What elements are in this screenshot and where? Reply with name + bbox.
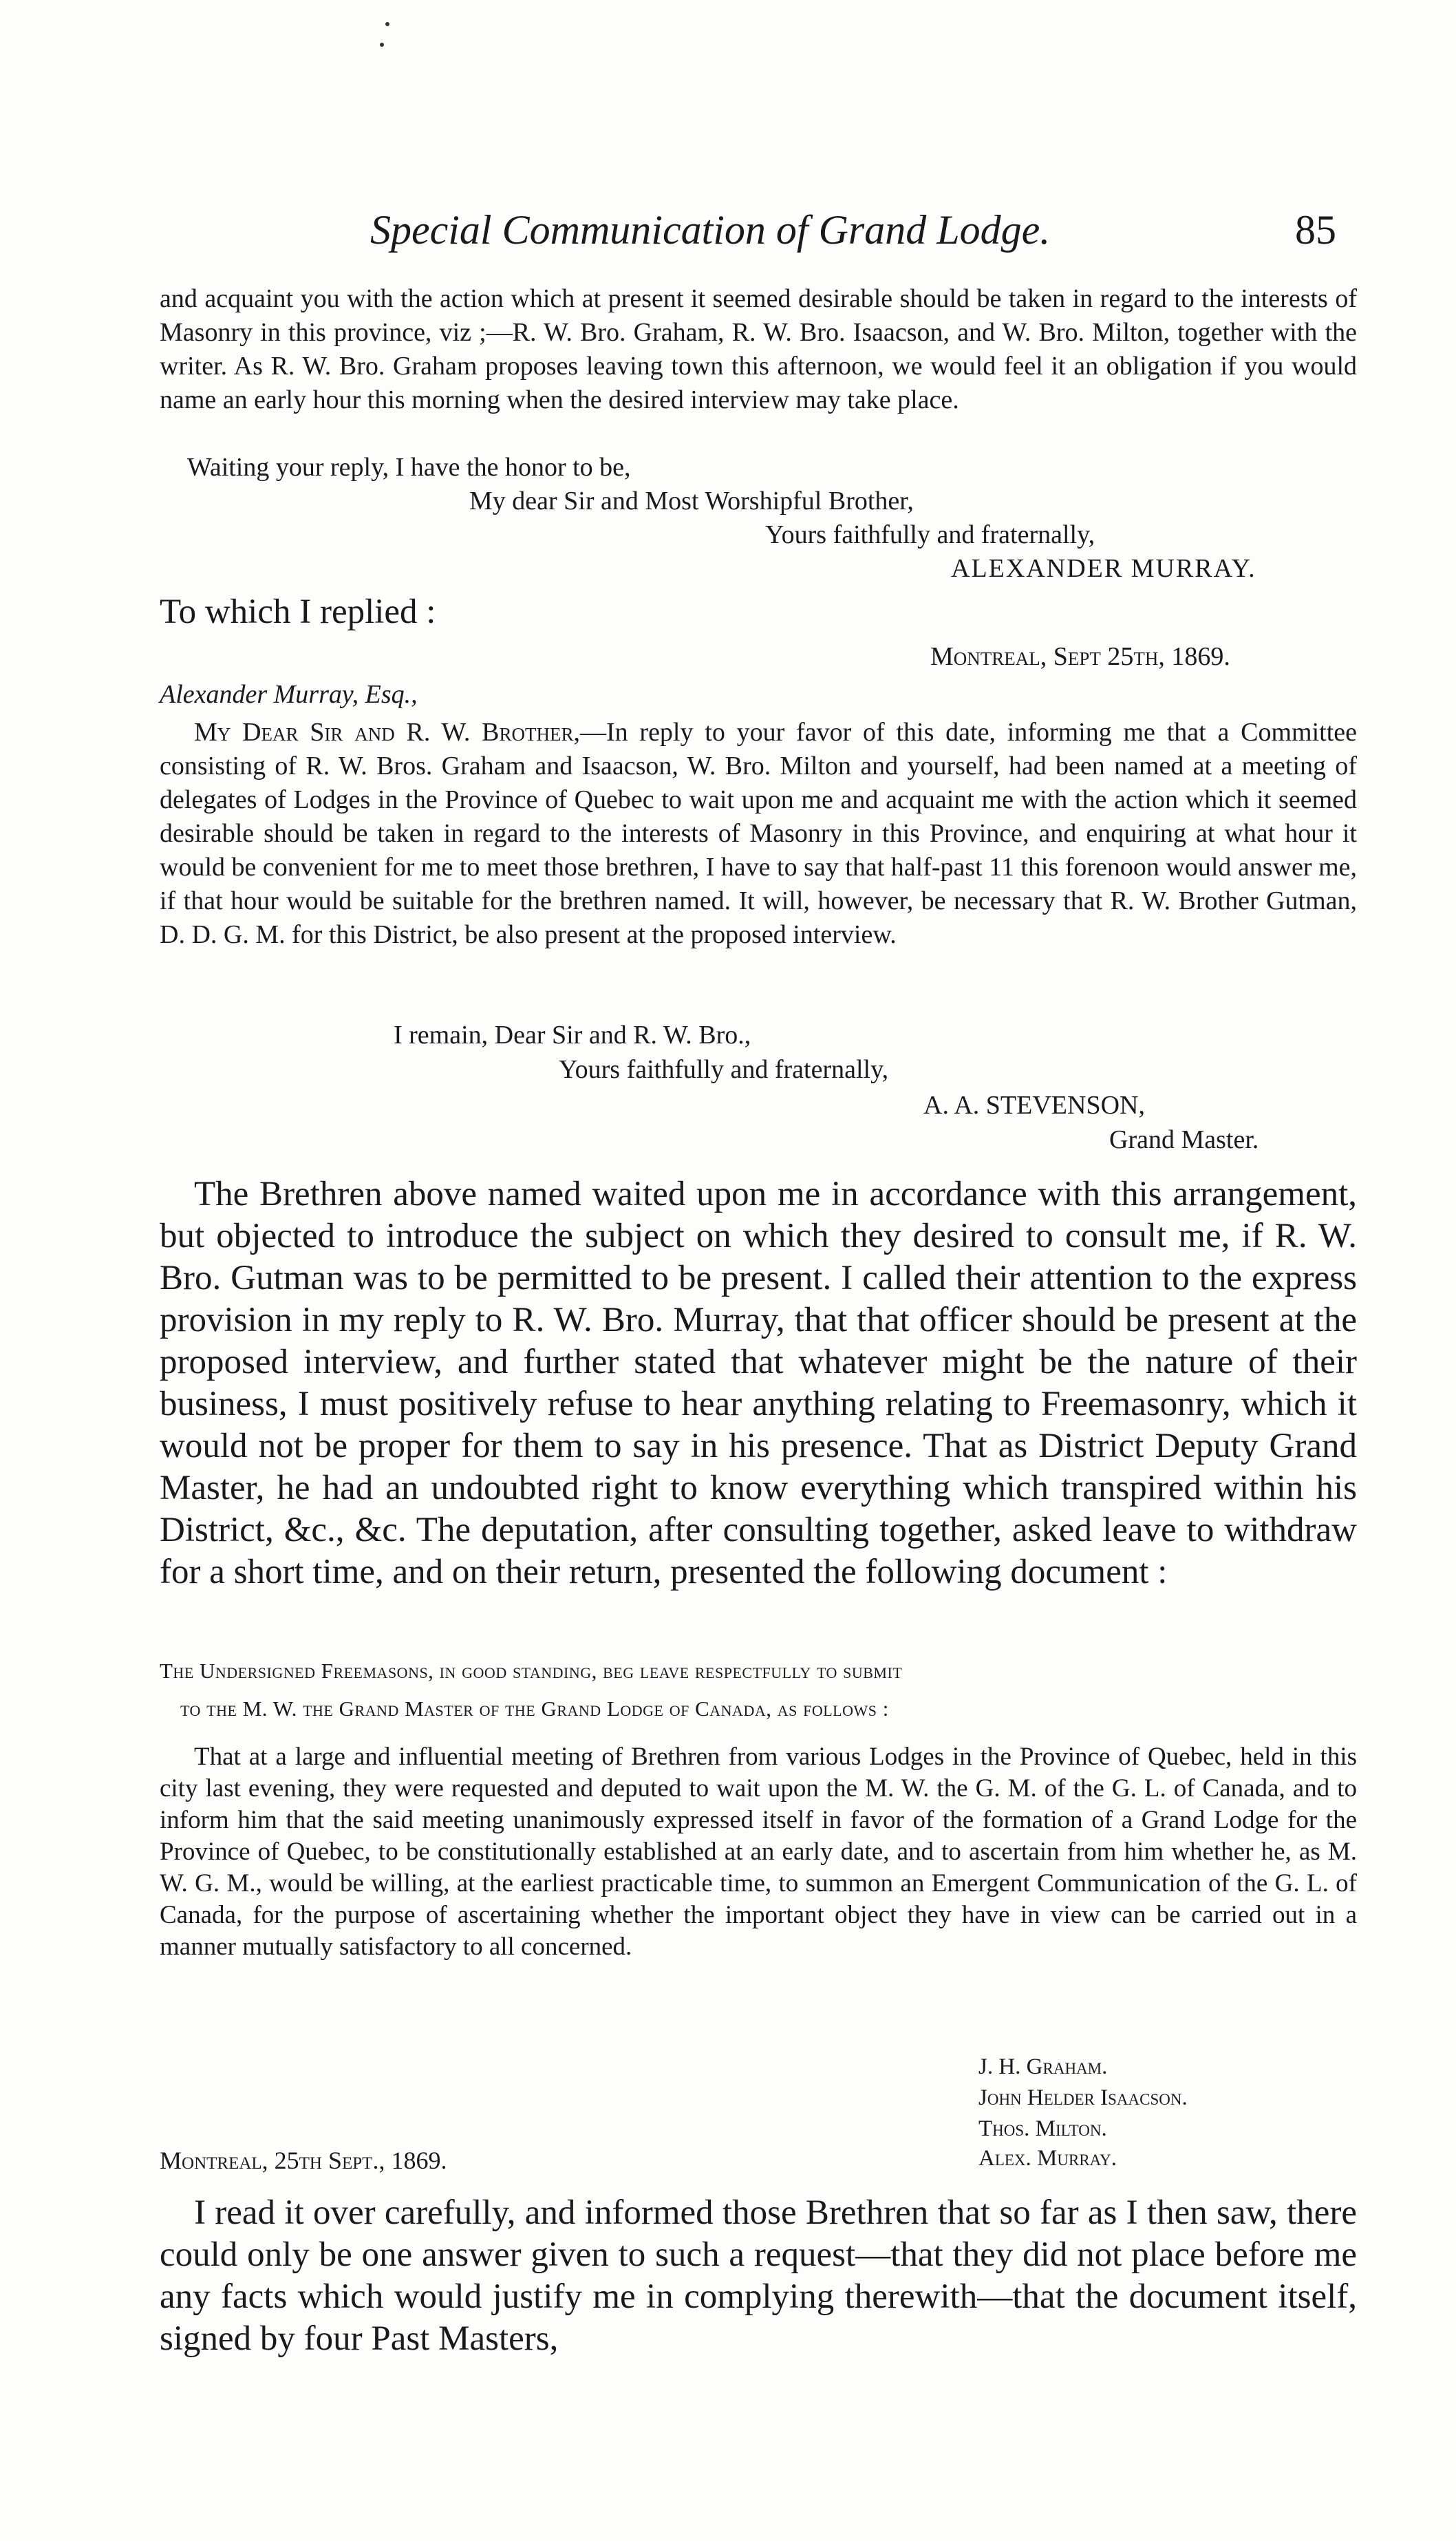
- letter-stevenson-addressee: Alexander Murray, Esq.,: [160, 680, 418, 709]
- letter-murray-salutation-close: My dear Sir and Most Worshipful Brother,: [469, 487, 914, 515]
- letter-stevenson-title: Grand Master.: [1109, 1125, 1259, 1154]
- letter-stevenson-text: —In reply to your favor of this date, informing me that a Committee consisting of R. W. Bros. Graham and Isaacson, W. Bro. Milton and yourself, had been named at a meeting of delegates of Lodges in the Province of Quebec to wait upon me and acquaint me with the action which it seemed desirable should be taken in regard to the interests of Masonry in this Province, and enquiring at what hour it would be convenient for me to meet those brethren, I have to say that half-past 11 this forenoon would answer me, if that hour would be suitable for the brethren named. It will, however, be necessary that R. W. Brother Gutman, D. D. G. M. for this District, be also present at the proposed interview.: [160, 718, 1357, 949]
- petition-signatory-2: John Helder Isaacson.: [978, 2085, 1188, 2110]
- petition-body: That at a large and influential meeting of Brethren from various Lodges in the Province of Quebec, held in this city last evening, they were requested and deputed to wait upon the M. W. the G. M. of the G. L. of Canada, and to inform him that the said meeting unanimously expressed itself in favor of the formation of a Grand Lodge for the Province of Quebec, to be constitutionally established at an early date, and to ascertain from him whether he, as M. W. G. M., would be willing, at the earliest practicable time, to summon an Emergent Communication of the G. L. of Canada, for the purpose of ascertaining whether the important object they have in view can be carried out in a manner mutually satisfactory to all concerned.: [160, 1743, 1357, 1961]
- letter-murray-closing: Waiting your reply, I have the honor to be,: [187, 453, 631, 482]
- letter-murray-signature: ALEXANDER MURRAY.: [951, 554, 1256, 583]
- petition-heading-line2: to the M. W. the Grand Master of the Grand Lodge of Canada, as follows :: [180, 1697, 889, 1721]
- letter-stevenson-signature: A. A. STEVENSON,: [923, 1091, 1145, 1120]
- page-number: 85: [1295, 207, 1336, 253]
- running-title: Special Communication of Grand Lodge.: [370, 207, 1051, 253]
- letter-stevenson-yours: Yours faithfully and fraternally,: [559, 1055, 889, 1084]
- letter-stevenson-body: [160, 716, 1357, 952]
- letter-stevenson-salutation: My Dear Sir and R. W. Brother,: [194, 718, 580, 747]
- narrative-paragraph-2: I read it over carefully, and informed those Brethren that so far as I then saw, there could only be one answer given to such a request—that they did not place before me any facts which would justify me in complying therewith—that the document itself, signed by four Past Masters,: [160, 2193, 1357, 2358]
- petition-signatory-3: Thos. Milton.: [978, 2116, 1107, 2141]
- letter-murray-yours: Yours faithfully and fraternally,: [765, 520, 1095, 549]
- petition-dateline: Montreal, 25th Sept., 1869.: [160, 2147, 447, 2174]
- petition-heading-line1: The Undersigned Freemasons, in good standing, beg leave respectfully to submit: [160, 1659, 903, 1683]
- letter-stevenson-remain: I remain, Dear Sir and R. W. Bro.,: [394, 1021, 751, 1050]
- page: [160, 0, 1357, 2541]
- print-speck: [380, 43, 384, 47]
- reply-intro: To which I replied :: [160, 593, 436, 631]
- letter-murray-body: and acquaint you with the action which at present it seemed desirable should be taken in regard to the interests of Masonry in this province, viz ;—R. W. Bro. Graham, R. W. Bro. Isaacson, and W. Bro. Milton, together with the writer. As R. W. Bro. Graham proposes leaving town this afternoon, we would feel it an obligation if you would name an early hour this morning when the desired interview may take place.: [160, 284, 1357, 414]
- letter-stevenson-dateline: Montreal, Sept 25th, 1869.: [930, 642, 1230, 671]
- petition-signatory-4: Alex. Murray.: [978, 2146, 1117, 2171]
- narrative-paragraph-1: The Brethren above named waited upon me in accordance with this arrangement, but objected to introduce the subject on which they desired to consult me, if R. W. Bro. Gutman was to be permitted to be present. I called their attention to the express provision in my reply to R. W. Bro. Murray, that that officer should be present at the proposed interview, and further stated that whatever might be the nature of their business, I must positively refuse to hear anything relating to Freemasonry, which it would not be proper for them to say in his presence. That as District Deputy Grand Master, he had an undoubted right to know everything which transpired within his District, &c., &c. The deputation, after consulting together, asked leave to withdraw for a short time, and on their return, presented the following document :: [160, 1175, 1357, 1591]
- print-speck: [385, 22, 389, 26]
- running-header: [160, 206, 1357, 268]
- petition-signatory-1: J. H. Graham.: [978, 2054, 1108, 2079]
